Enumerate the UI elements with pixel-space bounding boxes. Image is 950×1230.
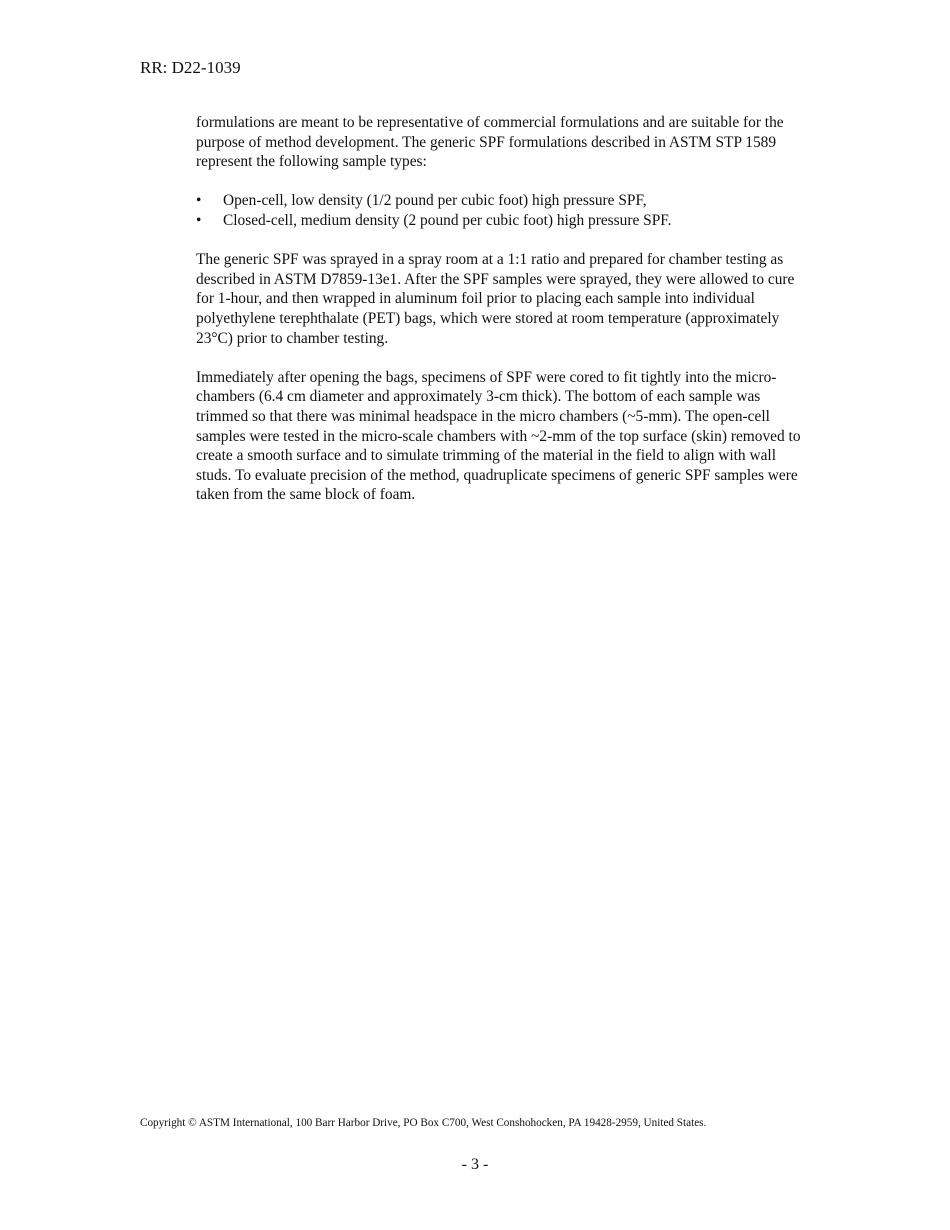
list-item-text: Closed-cell, medium density (2 pound per cubic foot) high pressure SPF. — [223, 211, 672, 229]
paragraph-formulations: formulations are meant to be representative of commercial formulations and are suitable for the purpose of method development. The generic SPF formulations described in ASTM STP 1589 represent the following sample types: — [196, 114, 784, 171]
sample-types-list — [196, 191, 811, 230]
list-item — [196, 191, 811, 211]
list-item-text: Open-cell, low density (1/2 pound per cubic foot) high pressure SPF, — [223, 192, 647, 210]
list-item — [196, 211, 811, 231]
body-content — [196, 113, 811, 524]
document-reference-header: RR: D22-1039 — [140, 58, 241, 77]
bullet-marker: • — [196, 192, 202, 210]
page-number: - 3 - — [461, 1156, 489, 1173]
paragraph-specimen-coring: Immediately after opening the bags, specimens of SPF were cored to fit tightly into the micro-chambers (6.4 cm diameter and approximately 3-cm thick). The bottom of each sample was trimmed so that there was minimal headspace in the micro chambers (~5-mm). The open-cell samples were tested in the micro-scale chambers with ~2-mm of the top surface (skin) removed to create a smooth surface and to simulate trimming of the material in the field to align with wall studs. To evaluate precision of the method, quadruplicate specimens of generic SPF samples were taken from the same block of foam. — [196, 368, 801, 504]
copyright-notice: Copyright © ASTM International, 100 Barr Harbor Drive, PO Box C700, West Conshohocken, PA 19428-2959, United States. — [140, 1117, 707, 1129]
bullet-marker: • — [196, 211, 202, 229]
paragraph-spray-preparation: The generic SPF was sprayed in a spray room at a 1:1 ratio and prepared for chamber testing as described in ASTM D7859-13e1. After the SPF samples were sprayed, they were allowed to cure for 1-hour, and then wrapped in aluminum foil prior to placing each sample into individual polyethylene terephthalate (PET) bags, which were stored at room temperature (approximately 23°C) prior to chamber testing. — [196, 251, 795, 347]
